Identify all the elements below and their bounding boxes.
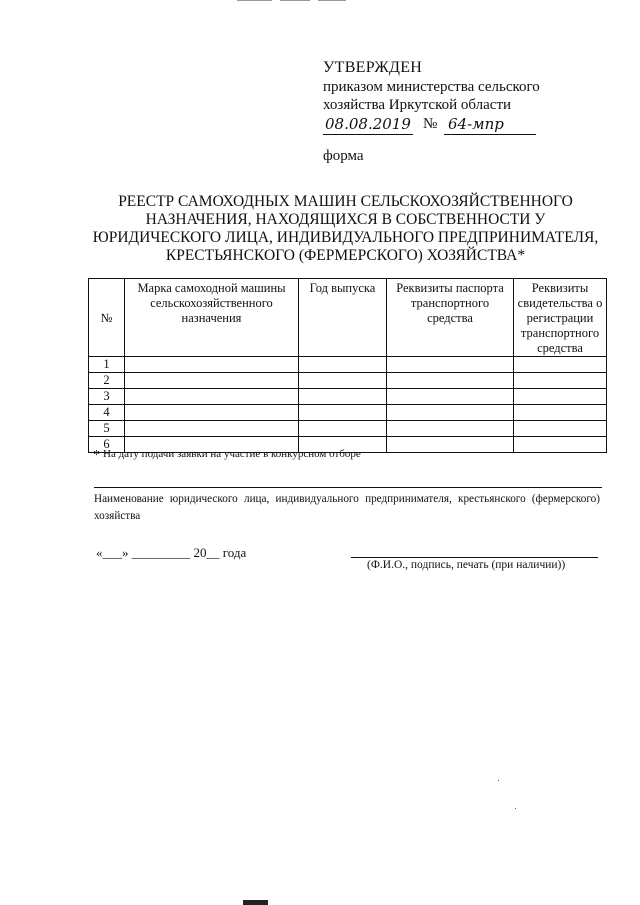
- table-cell: [125, 405, 299, 421]
- table-cell: [514, 421, 607, 437]
- org-name-caption: Наименование юридического лица, индивидуального предпринимателя, крестьянского (фермерского) хозяйства: [94, 493, 600, 522]
- table-cell: [514, 357, 607, 373]
- table-row: [89, 421, 607, 437]
- table-cell: [125, 357, 299, 373]
- date-line: «___» _________ 20__ года: [96, 545, 247, 560]
- table-cell: [299, 357, 387, 373]
- table-cell: [514, 437, 607, 453]
- table-cell: [387, 405, 514, 421]
- row-number: 3: [89, 389, 125, 405]
- signature-line: [351, 557, 598, 558]
- table-row: [89, 405, 607, 421]
- number-label: №: [423, 116, 438, 132]
- table-cell: [387, 389, 514, 405]
- table-cell: [299, 405, 387, 421]
- table-cell: [387, 421, 514, 437]
- footnote-star: *: [93, 448, 100, 463]
- table-cell: [125, 389, 299, 405]
- table-cell: [514, 405, 607, 421]
- header-passport: Реквизиты паспорта транспортного средства: [387, 279, 514, 357]
- approval-date: 08.08.2019: [325, 115, 411, 133]
- row-number: 5: [89, 421, 125, 437]
- table-header-row: [89, 279, 607, 357]
- table-cell: [387, 357, 514, 373]
- table-cell: [514, 373, 607, 389]
- table-row: [89, 373, 607, 389]
- org-name-line: [94, 487, 602, 488]
- document-title-line-2: НАЗНАЧЕНИЯ, НАХОДЯЩИХСЯ В СОБСТВЕННОСТИ У: [145, 211, 546, 228]
- table-cell: [125, 373, 299, 389]
- footnote-text: На дату подачи заявки на участие в конкурсном отборе: [103, 448, 361, 460]
- approval-line-1: приказом министерства сельского: [323, 79, 540, 95]
- approval-number: 64-мпр: [448, 115, 504, 133]
- registry-table: [88, 278, 607, 453]
- approval-line-2: хозяйства Иркутской области: [323, 97, 512, 113]
- row-number: 1: [89, 357, 125, 373]
- approval-block: [323, 58, 583, 138]
- table-cell: [299, 421, 387, 437]
- footnote: [93, 448, 361, 464]
- approval-date-field: [323, 116, 413, 135]
- document-title: [88, 193, 603, 265]
- signature-caption: (Ф.И.О., подпись, печать (при наличии)): [367, 559, 566, 571]
- table-cell: [299, 373, 387, 389]
- approval-date-number-row: [323, 114, 583, 138]
- header-year: Год выпуска: [299, 279, 387, 357]
- row-number: 4: [89, 405, 125, 421]
- table-cell: [514, 389, 607, 405]
- scan-dot: [515, 808, 516, 809]
- approval-title: УТВЕРЖДЕН: [323, 59, 423, 76]
- table-row: [89, 357, 607, 373]
- scan-dot: [498, 780, 499, 781]
- row-number: 6: [89, 437, 125, 453]
- table-body: [89, 357, 607, 453]
- document-title-line-1: РЕЕСТР САМОХОДНЫХ МАШИН СЕЛЬСКОХОЗЯЙСТВЕННОГО: [118, 193, 573, 210]
- document-title-line-3: ЮРИДИЧЕСКОГО ЛИЦА, ИНДИВИДУАЛЬНОГО ПРЕДПРИНИМАТЕЛЯ,: [92, 229, 599, 246]
- scan-artifact: [318, 0, 346, 1]
- header-brand: Марка самоходной машины сельскохозяйственного назначения: [125, 279, 299, 357]
- form-label: форма: [323, 148, 364, 164]
- scan-artifact: [243, 900, 268, 905]
- document-title-line-4: КРЕСТЬЯНСКОГО (ФЕРМЕРСКОГО) ХОЗЯЙСТВА*: [165, 247, 526, 264]
- table-cell: [387, 437, 514, 453]
- scan-artifact: [280, 0, 310, 1]
- table-cell: [387, 373, 514, 389]
- approval-number-field: [444, 116, 536, 135]
- table-cell: [125, 421, 299, 437]
- table-cell: [299, 389, 387, 405]
- header-number: №: [89, 279, 125, 357]
- row-number: 2: [89, 373, 125, 389]
- scan-artifact: [237, 0, 272, 1]
- header-registration: Реквизиты свидетельства о регистрации транспортного средства: [514, 279, 607, 357]
- table-row: [89, 389, 607, 405]
